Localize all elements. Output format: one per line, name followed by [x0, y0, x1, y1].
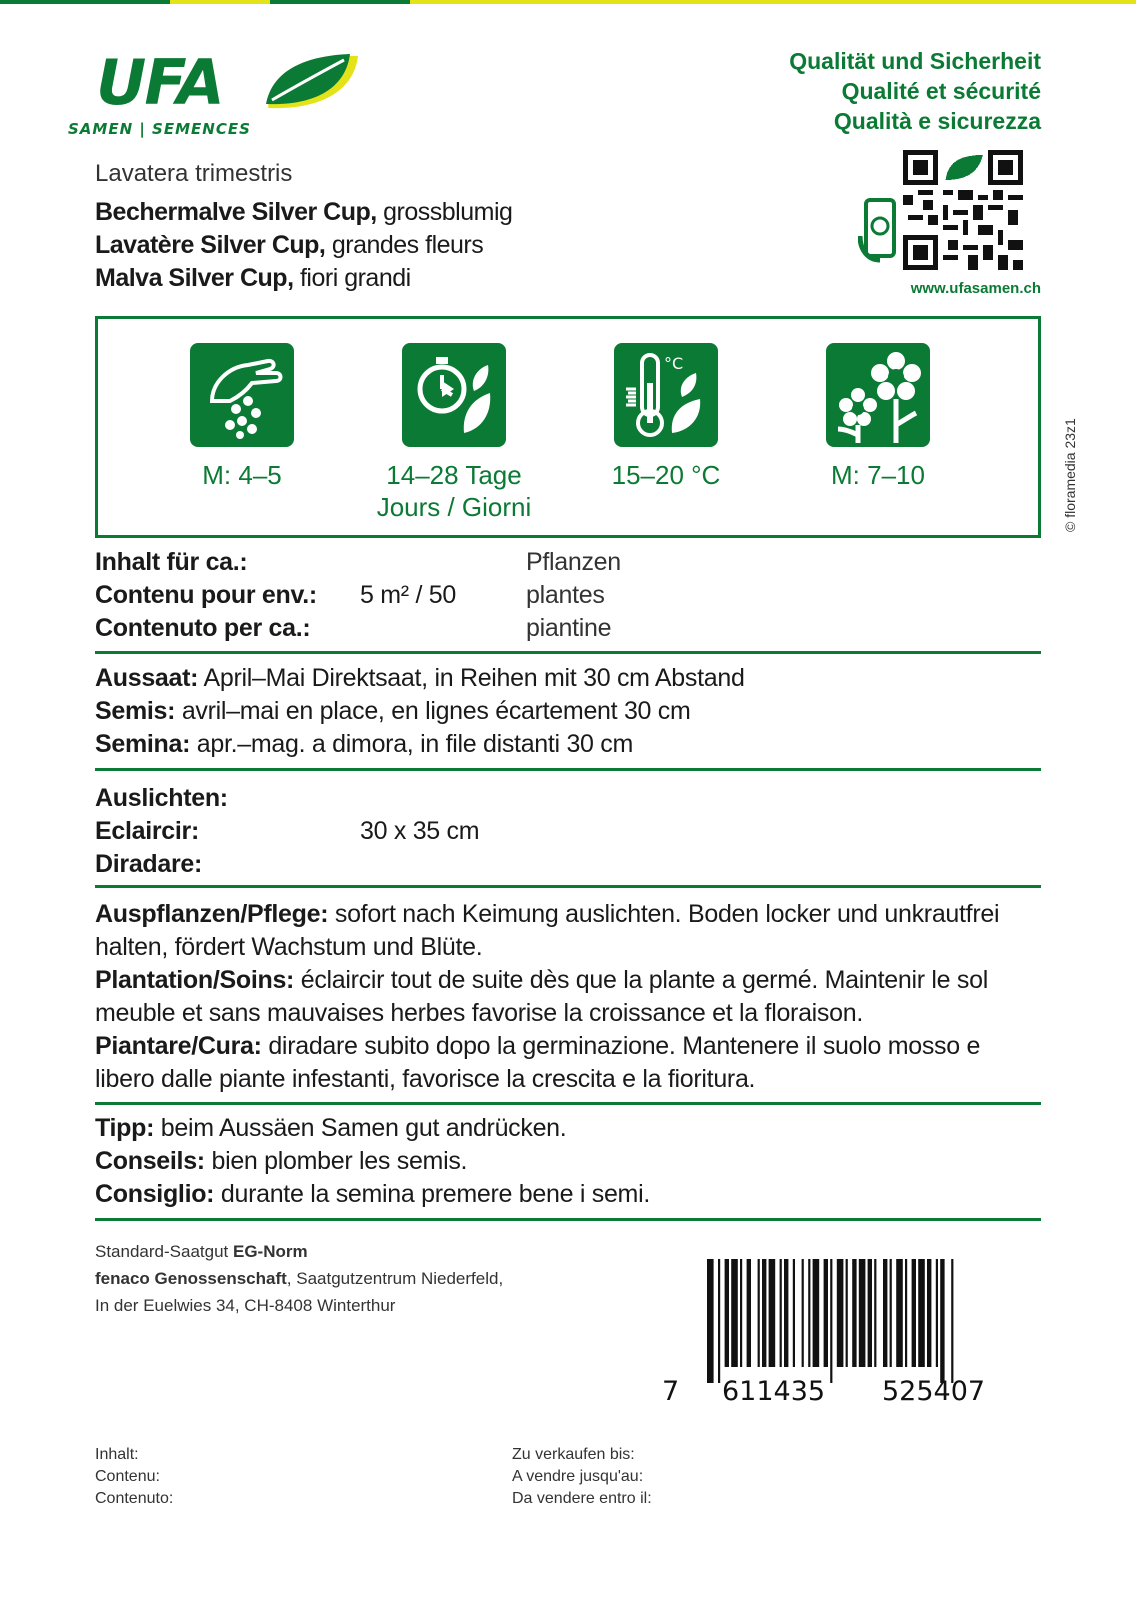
quality-de: Qualität und Sicherheit: [789, 48, 1041, 74]
barcode-bar: [890, 1259, 892, 1367]
barcode-bar: [868, 1259, 872, 1367]
content-labels: Inhalt für ca.: Contenu pour env.: Contenuto per ca.:: [95, 548, 317, 642]
stopwatch-sprout-icon: [402, 343, 506, 447]
divider: [95, 651, 1041, 654]
barcode-bar: [936, 1259, 938, 1367]
content-value: 5 m² / 50: [360, 581, 456, 609]
product-name-it: Malva Silver Cup, fiori grandi: [95, 264, 411, 292]
phone-scan-icon: [858, 196, 898, 264]
content-field-labels: Inhalt: Contenu: Contenuto:: [95, 1446, 174, 1507]
seed-standard: Standard-Saatgut EG-Norm: [95, 1242, 308, 1261]
barcode-bar: [927, 1259, 931, 1367]
barcode-bar: [896, 1259, 903, 1367]
barcode-bar: [769, 1259, 776, 1367]
sowing-month-label: M: 4–5: [202, 460, 282, 490]
ean-barcode: [707, 1259, 1042, 1383]
barcode-bar: [808, 1259, 810, 1367]
tip-it: Consiglio: durante la semina premere bene i semi.: [95, 1180, 650, 1208]
barcode-bar: [918, 1259, 925, 1367]
thinning-value: 30 x 35 cm: [360, 817, 480, 845]
barcode-bar: [837, 1259, 844, 1367]
barcode-bar: [813, 1259, 820, 1367]
barcode-bar: [951, 1259, 953, 1383]
germination-days-label: 14–28 Tage Jours / Giorni: [376, 460, 532, 522]
barcode-bar: [707, 1259, 714, 1383]
sell-by-labels: Zu verkaufen bis: A vendre jusqu'au: Da vendere entro il:: [512, 1446, 652, 1507]
divider: [95, 1218, 1041, 1221]
divider: [95, 768, 1041, 771]
quality-fr: Qualité et sécurité: [841, 78, 1041, 104]
botanical-name: Lavatera trimestris: [95, 160, 293, 187]
barcode-bar: [802, 1259, 804, 1367]
product-name-fr: Lavatère Silver Cup, grandes fleurs: [95, 231, 484, 259]
logo-subline: SAMEN | SEMENCES: [68, 120, 251, 138]
barcode-bar: [824, 1259, 828, 1367]
sowing-it: Semina: apr.–mag. a dimora, in file distanti 30 cm: [95, 730, 634, 758]
care-fr: Plantation/Soins: éclaircir tout de suite dès que la plante a germé. Maintenir le sol meuble et sans mauvaises herbes favorise la croissance et la floraison.: [95, 966, 988, 1027]
growing-info-panel: [95, 316, 1041, 538]
divider: [95, 1102, 1041, 1105]
barcode-bar: [740, 1259, 742, 1367]
barcode-bar: [725, 1259, 729, 1367]
floramedia-credit: [1055, 336, 1085, 536]
footer-info: [95, 1238, 503, 1319]
barcode-bar: [852, 1259, 856, 1367]
company: fenaco Genossenschaft, Saatgutzentrum Niederfeld,: [95, 1269, 504, 1288]
sowing-de: Aussaat: April–Mai Direktsaat, in Reihen mit 30 cm Abstand: [95, 664, 745, 692]
barcode-bar: [905, 1259, 907, 1367]
ean-digit-1: 7: [662, 1376, 680, 1407]
temperature-label: 15–20 °C: [611, 460, 721, 490]
barcode-bar: [758, 1259, 760, 1367]
sowing-section: [95, 662, 745, 761]
care-it: Piantare/Cura: diradare subito dopo la germinazione. Mantenere il suolo mosso e libero dalle piante infestanti, favorisce la crescita e la fioritura.: [95, 1032, 981, 1093]
barcode-bar: [718, 1259, 720, 1383]
qr-code[interactable]: [903, 150, 1023, 270]
care-section: [95, 898, 1015, 1096]
top-color-strip: [0, 0, 1136, 4]
barcode-bar: [793, 1259, 795, 1367]
sowing-fr: Semis: avril–mai en place, en lignes écartement 30 cm: [95, 697, 691, 725]
barcode-bar: [859, 1259, 866, 1367]
product-names: [95, 196, 512, 295]
product-name-de: Bechermalve Silver Cup, grossblumig: [95, 198, 513, 226]
divider: [95, 885, 1041, 888]
leaf-logo-icon: [262, 50, 362, 112]
website-link[interactable]: www.ufasamen.ch: [910, 280, 1041, 297]
ean-group-2: 611435: [722, 1376, 826, 1407]
tip-fr: Conseils: bien plomber les semis.: [95, 1147, 468, 1175]
barcode-bar: [731, 1259, 738, 1367]
barcode-bar: [762, 1259, 766, 1367]
sowing-hand-icon: [190, 343, 294, 447]
svg-text:°C: °C: [664, 354, 684, 373]
barcode-bar: [830, 1259, 832, 1383]
barcode-bar: [780, 1259, 782, 1367]
tip-de: Tipp: beim Aussäen Samen gut andrücken.: [95, 1114, 567, 1142]
company-address: In der Euelwies 34, CH-8408 Winterthur: [95, 1296, 396, 1315]
flowering-month-label: M: 7–10: [831, 460, 925, 490]
barcode-bar: [883, 1259, 887, 1367]
barcode-bar: [912, 1259, 916, 1367]
barcode-bar: [784, 1259, 788, 1367]
barcode-bar: [874, 1259, 876, 1367]
thermometer-sprout-icon: [614, 343, 718, 447]
flowers-icon: [826, 343, 930, 447]
quality-claims: [789, 46, 1041, 136]
tips-section: [95, 1112, 650, 1211]
barcode-bar: [747, 1259, 751, 1367]
ean-group-3: 525407: [882, 1376, 986, 1407]
floramedia-credit-text: © floramedia 23z1: [1062, 418, 1078, 532]
barcode-bar: [940, 1259, 944, 1383]
care-de: Auspflanzen/Pflege: sofort nach Keimung auslichten. Boden locker und unkrautfrei halten, fördert Wachstum und Blüte.: [95, 900, 1000, 961]
barcode-bar: [846, 1259, 848, 1367]
thinning-labels: Auslichten: Eclaircir: Diradare:: [95, 784, 228, 878]
ufa-logo: UFA: [96, 46, 223, 119]
content-units: Pflanzen plantes piantine: [526, 548, 621, 642]
quality-it: Qualità e sicurezza: [833, 108, 1041, 134]
